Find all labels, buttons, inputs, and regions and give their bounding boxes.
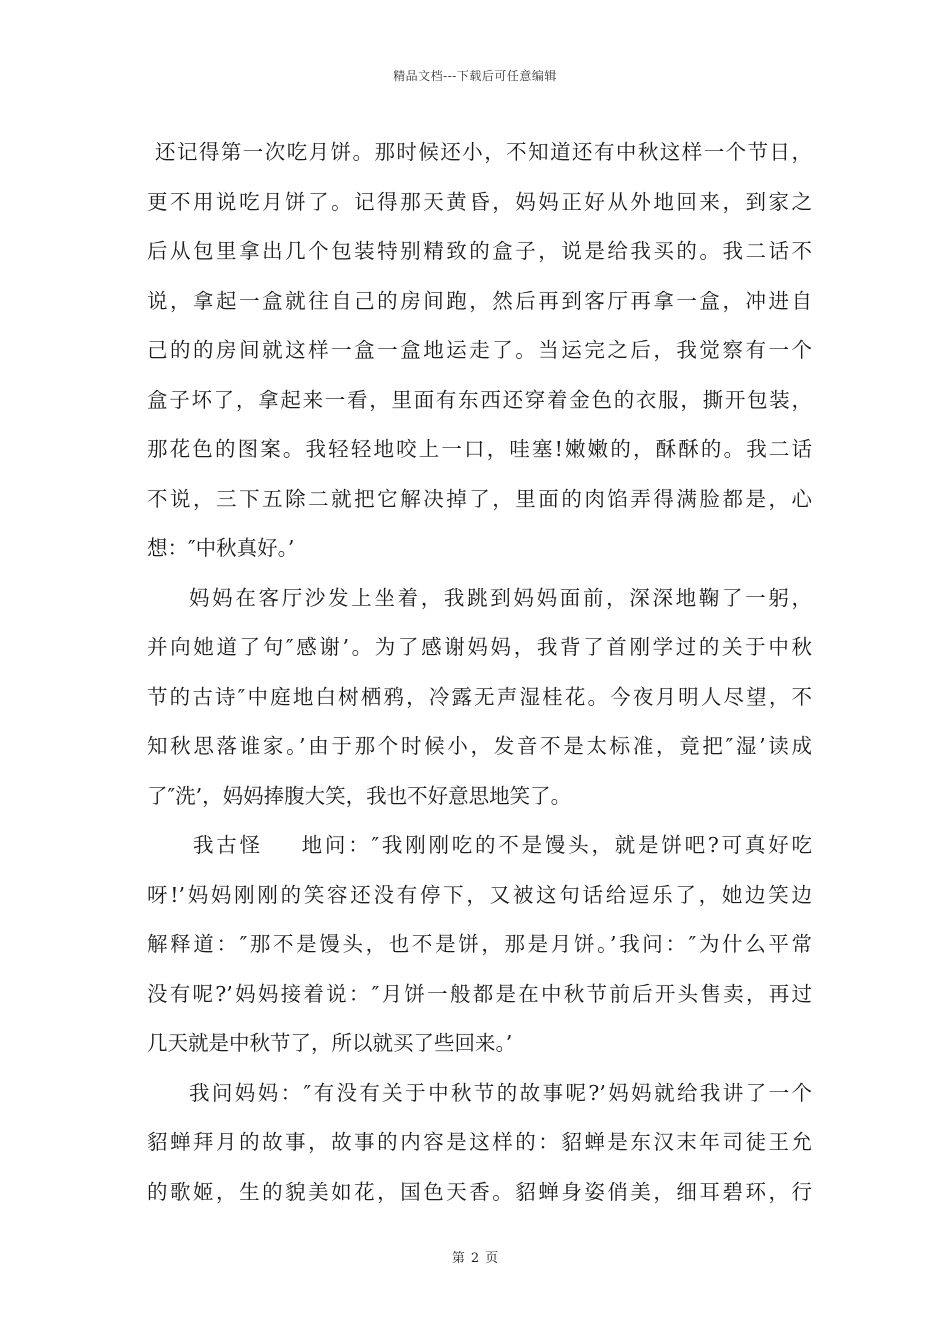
- text-line: 后从包里拿出几个包装特别精致的盒子，说是给我买的。我二话不: [147, 239, 812, 263]
- text-line: 不说，三下五除二就把它解决掉了，里面的肉馅弄得满脸都是，心: [147, 486, 812, 511]
- text-line: 那花色的图案。我轻轻地咬上一口，哇塞!嫩嫩的，酥酥的。我二话: [147, 437, 812, 461]
- text-line: 并向她道了句″感谢’。为了感谢妈妈，我背了首刚学过的关于中秋: [147, 635, 812, 659]
- text-fragment: 我古怪: [193, 833, 263, 857]
- text-line: 己的的房间就这样一盒一盒地运走了。当运完之后，我觉察有一个: [147, 338, 812, 362]
- page-header: 精品文档---下载后可任意编辑: [393, 69, 557, 83]
- page-number: 2: [470, 1251, 480, 1266]
- text-line: 还记得第一次吃月饼。那时候还小，不知道还有中秋这样一个节日，: [155, 140, 812, 164]
- text-line: 节的古诗″中庭地白树栖鸦，冷露无声湿桂花。今夜月明人尽望，不: [147, 684, 812, 709]
- footer-prefix: 第: [451, 1251, 465, 1266]
- text-line: 呀!’妈妈刚刚的笑容还没有停下，又被这句话给逗乐了，她边笑边: [147, 882, 812, 907]
- text-line: 知秋思落谁家。’由于那个时候小，发音不是太标准，竟把″湿’读成: [147, 734, 812, 758]
- footer-suffix: 页: [485, 1251, 499, 1266]
- text-line: 更不用说吃月饼了。记得那天黄昏，妈妈正好从外地回来，到家之: [147, 189, 812, 214]
- text-line: 盒子坏了，拿起来一看，里面有东西还穿着金色的衣服，撕开包装，: [147, 387, 812, 412]
- text-line: 解释道：″那不是馒头，也不是饼，那是月饼。’我问：″为什么平常: [147, 932, 812, 956]
- text-line: 的歌姬，生的貌美如花，国色天香。貂蝉身姿俏美，细耳碧环，行: [147, 1179, 812, 1204]
- text-line: 几天就是中秋节了，所以就买了些回来。’: [147, 1031, 513, 1055]
- text-line: 我问妈妈：″有没有关于中秋节的故事呢?’妈妈就给我讲了一个: [189, 1080, 812, 1105]
- text-line: 说，拿起一盒就往自己的房间跑，然后再到客厅再拿一盒，冲进自: [147, 288, 812, 313]
- text-fragment: 地问：″我刚刚吃的不是馒头，就是饼吧?可真好吃: [298, 833, 813, 857]
- document-body: [147, 128, 812, 1217]
- text-line: 貂蝉拜月的故事，故事的内容是这样的：貂蝉是东汉末年司徒王允: [147, 1130, 812, 1154]
- text-line: [147, 821, 812, 871]
- text-line: 没有呢?’妈妈接着说：″月饼一般都是在中秋节前后开头售卖，再过: [147, 981, 812, 1006]
- page-footer: [0, 1247, 950, 1266]
- text-line: 想：″中秋真好。’: [147, 536, 295, 560]
- text-line: 了″洗’，妈妈捧腹大笑，我也不好意思地笑了。: [147, 783, 572, 808]
- text-line: 妈妈在客厅沙发上坐着，我跳到妈妈面前，深深地鞠了一躬，: [189, 585, 812, 610]
